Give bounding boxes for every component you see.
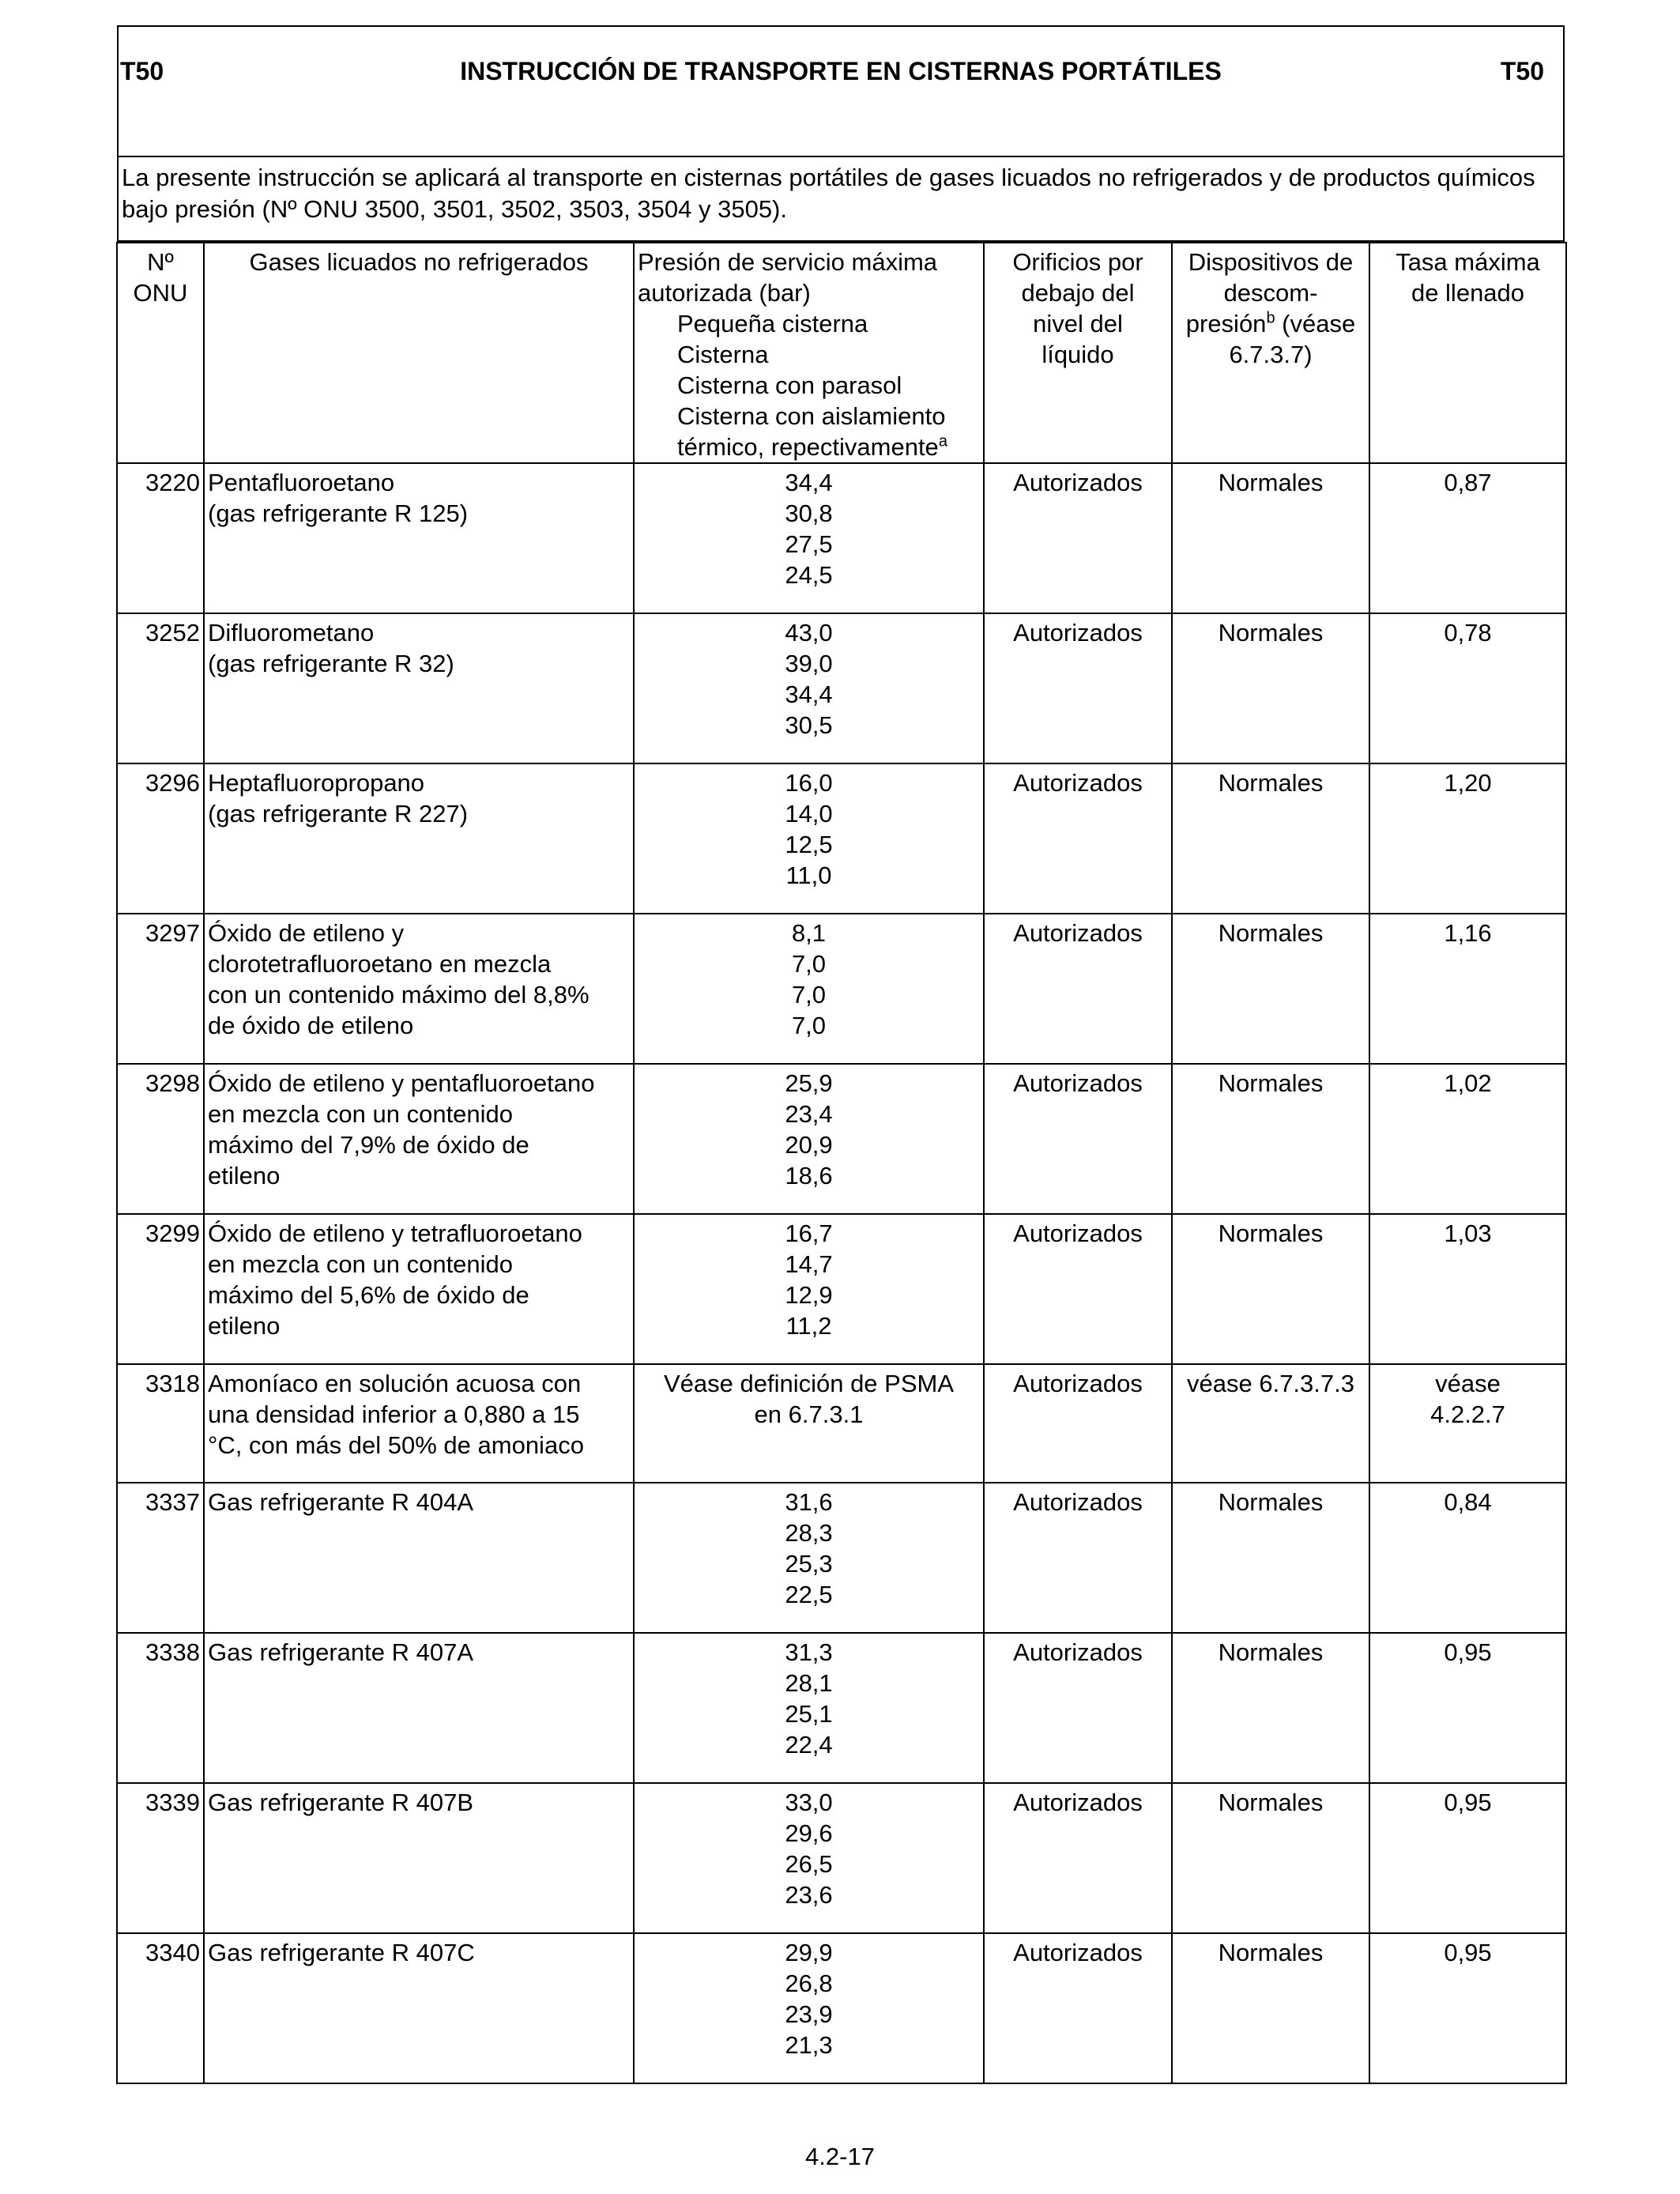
orifices-cell: Autorizados xyxy=(984,914,1172,1064)
gas-name-cell: Óxido de etileno y clorotetrafluoroetano en mezcla con un contenido máximo del 8,8% de óxido de etileno xyxy=(204,914,634,1064)
orifices-cell: Autorizados xyxy=(984,1214,1172,1364)
orifices-cell: Autorizados xyxy=(984,613,1172,763)
table-row xyxy=(117,763,1566,914)
filling-rate-cell: 0,95 xyxy=(1369,1933,1566,2083)
pressure-cell: 29,9 26,8 23,9 21,3 xyxy=(634,1933,984,2083)
relief-devices-cell: Normales xyxy=(1172,914,1369,1064)
gas-name-cell: Óxido de etileno y pentafluoroetano en mezcla con un contenido máximo del 7,9% de óxido de etileno xyxy=(204,1064,634,1214)
column-header-orifices: Orificios por debajo del nivel del líquido xyxy=(984,243,1172,463)
filling-rate-cell: 0,78 xyxy=(1369,613,1566,763)
filling-rate-cell: 0,95 xyxy=(1369,1783,1566,1933)
relief-devices-cell: Normales xyxy=(1172,1214,1369,1364)
un-number-cell: 3220 xyxy=(117,463,204,613)
table-row xyxy=(117,1364,1566,1483)
gas-name-cell: Gas refrigerante R 404A xyxy=(204,1483,634,1633)
tank-instruction-table xyxy=(116,242,1567,2084)
instruction-title: INSTRUCCIÓN DE TRANSPORTE EN CISTERNAS PORTÁTILES xyxy=(460,57,1222,85)
un-number-cell: 3299 xyxy=(117,1214,204,1364)
un-number-cell: 3338 xyxy=(117,1633,204,1783)
table-row xyxy=(117,1783,1566,1933)
relief-devices-cell: Normales xyxy=(1172,1933,1369,2083)
gas-name-cell: Gas refrigerante R 407C xyxy=(204,1933,634,2083)
un-number-cell: 3340 xyxy=(117,1933,204,2083)
relief-devices-cell: Normales xyxy=(1172,1633,1369,1783)
page-number: 4.2-17 xyxy=(805,2143,875,2170)
orifices-cell: Autorizados xyxy=(984,1064,1172,1214)
filling-rate-cell: 0,87 xyxy=(1369,463,1566,613)
gas-name-cell: Heptafluoropropano (gas refrigerante R 227) xyxy=(204,763,634,914)
orifices-cell: Autorizados xyxy=(984,1633,1172,1783)
table-row xyxy=(117,1214,1566,1364)
gas-name-cell: Gas refrigerante R 407B xyxy=(204,1783,634,1933)
pressure-cell: 16,0 14,0 12,5 11,0 xyxy=(634,763,984,914)
orifices-cell: Autorizados xyxy=(984,1483,1172,1633)
gas-name-cell: Óxido de etileno y tetrafluoroetano en mezcla con un contenido máximo del 5,6% de óxido de etileno xyxy=(204,1214,634,1364)
column-header-gas: Gases licuados no refrigerados xyxy=(204,243,634,463)
relief-devices-cell: Normales xyxy=(1172,763,1369,914)
column-header-un-number: Nº ONU xyxy=(117,243,204,463)
filling-rate-cell: 0,84 xyxy=(1369,1483,1566,1633)
intro-paragraph: La presente instrucción se aplicará al transporte en cisternas portátiles de gases licuados no refrigerados y de productos químicos bajo presión (Nº ONU 3500, 3501, 3502, 3503, 3504 y 3505). xyxy=(117,157,1565,242)
column-header-relief-devices: Dispositivos de descom- presión$^b$ (véase 6.7.3.7) xyxy=(1172,243,1369,463)
filling-rate-cell: véase 4.2.2.7 xyxy=(1369,1364,1566,1483)
orifices-cell: Autorizados xyxy=(984,763,1172,914)
filling-rate-cell: 0,95 xyxy=(1369,1633,1566,1783)
table-row xyxy=(117,1483,1566,1633)
table-row xyxy=(117,463,1566,613)
table-row xyxy=(117,1933,1566,2083)
table-row xyxy=(117,613,1566,763)
pressure-cell: 33,0 29,6 26,5 23,6 xyxy=(634,1783,984,1933)
relief-devices-cell: Normales xyxy=(1172,1064,1369,1214)
pressure-cell: 8,1 7,0 7,0 7,0 xyxy=(634,914,984,1064)
pressure-cell: 34,4 30,8 27,5 24,5 xyxy=(634,463,984,613)
relief-devices-cell: Normales xyxy=(1172,613,1369,763)
column-header-pressure: Presión de servicio máxima autorizada (bar) Pequeña cisterna Cisterna Cisterna con parasol Cisterna con aislamiento térmico, repectivamente$^a$ xyxy=(634,243,984,463)
un-number-cell: 3297 xyxy=(117,914,204,1064)
un-number-cell: 3337 xyxy=(117,1483,204,1633)
table-header-row xyxy=(117,243,1566,463)
instruction-header xyxy=(117,25,1565,157)
table-row xyxy=(117,914,1566,1064)
orifices-cell: Autorizados xyxy=(984,1933,1172,2083)
filling-rate-cell: 1,16 xyxy=(1369,914,1566,1064)
relief-devices-cell: Normales xyxy=(1172,1783,1369,1933)
orifices-cell: Autorizados xyxy=(984,1783,1172,1933)
relief-devices-cell: Normales xyxy=(1172,463,1369,613)
pressure-cell: 25,9 23,4 20,9 18,6 xyxy=(634,1064,984,1214)
instruction-code-right: T50 xyxy=(1500,57,1544,85)
relief-devices-cell: Normales xyxy=(1172,1483,1369,1633)
pressure-cell: 16,7 14,7 12,9 11,2 xyxy=(634,1214,984,1364)
table-row xyxy=(117,1633,1566,1783)
relief-devices-cell: véase 6.7.3.7.3 xyxy=(1172,1364,1369,1483)
un-number-cell: 3318 xyxy=(117,1364,204,1483)
un-number-cell: 3252 xyxy=(117,613,204,763)
orifices-cell: Autorizados xyxy=(984,463,1172,613)
filling-rate-cell: 1,03 xyxy=(1369,1214,1566,1364)
filling-rate-cell: 1,20 xyxy=(1369,763,1566,914)
gas-name-cell: Gas refrigerante R 407A xyxy=(204,1633,634,1783)
un-number-cell: 3296 xyxy=(117,763,204,914)
pressure-cell: 31,3 28,1 25,1 22,4 xyxy=(634,1633,984,1783)
gas-name-cell: Amoníaco en solución acuosa con una densidad inferior a 0,880 a 15 °C, con más del 50% de amoniaco xyxy=(204,1364,634,1483)
gas-name-cell: Difluorometano (gas refrigerante R 32) xyxy=(204,613,634,763)
pressure-cell: Véase definición de PSMA en 6.7.3.1 xyxy=(634,1364,984,1483)
orifices-cell: Autorizados xyxy=(984,1364,1172,1483)
gas-name-cell: Pentafluoroetano (gas refrigerante R 125) xyxy=(204,463,634,613)
filling-rate-cell: 1,02 xyxy=(1369,1064,1566,1214)
pressure-cell: 31,6 28,3 25,3 22,5 xyxy=(634,1483,984,1633)
table-row xyxy=(117,1064,1566,1214)
un-number-cell: 3298 xyxy=(117,1064,204,1214)
un-number-cell: 3339 xyxy=(117,1783,204,1933)
column-header-filling-rate: Tasa máxima de llenado xyxy=(1369,243,1566,463)
table-body xyxy=(117,463,1566,2083)
pressure-cell: 43,0 39,0 34,4 30,5 xyxy=(634,613,984,763)
instruction-code-left: T50 xyxy=(120,57,164,85)
